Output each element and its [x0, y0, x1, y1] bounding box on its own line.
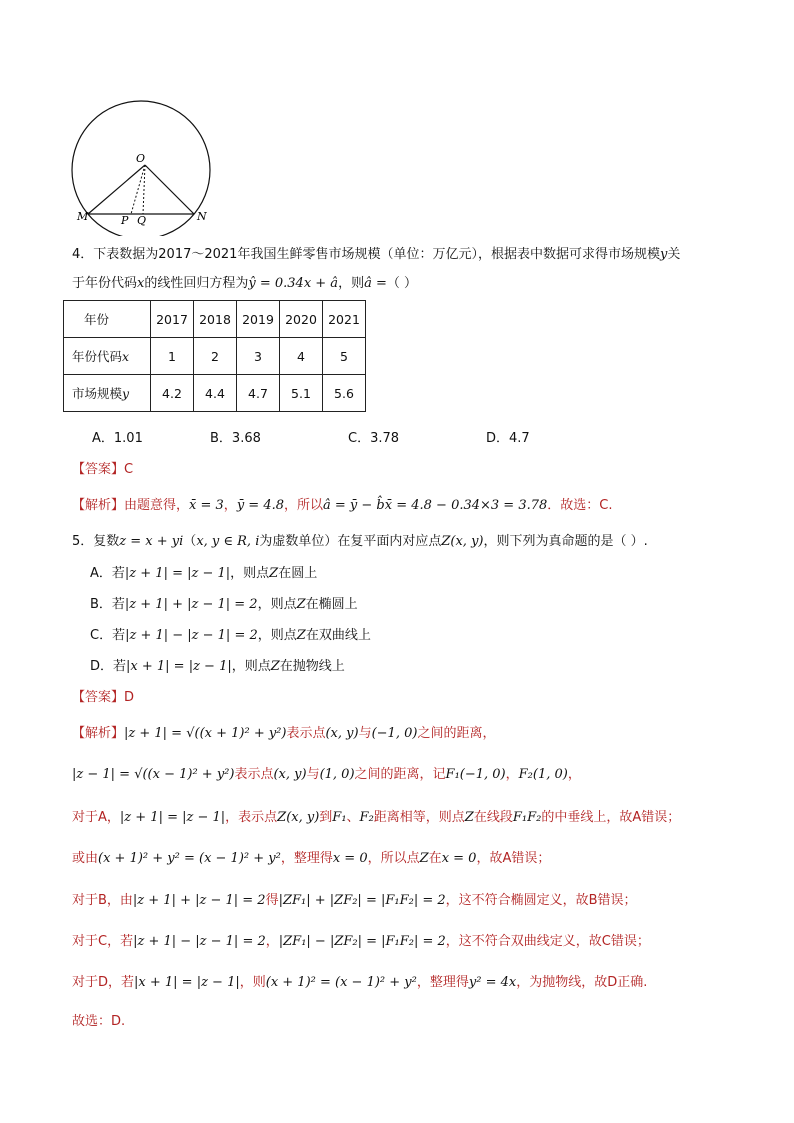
table-cell: 2018 — [194, 301, 237, 338]
q4-option-a: A．1.01 — [92, 431, 143, 446]
segment-om — [88, 165, 145, 214]
table-header-year: 年份 — [64, 301, 151, 338]
q5-analysis-line6: 对于C，若|z + 1| − |z − 1| = 2，|ZF₁| − |ZF₂| = |F₁F₂| = 2，这不符合双曲线定义，故C错误； — [72, 934, 650, 949]
table-cell: 2017 — [151, 301, 194, 338]
q4-stem-line2: 于年份代码x的线性回归方程为ŷ = 0.34x + â，则â =（ ） — [72, 276, 417, 291]
q4-option-b: B．3.68 — [210, 431, 261, 446]
label-n: N — [197, 210, 207, 223]
table-cell: 1 — [151, 338, 194, 375]
table-row — [64, 375, 366, 412]
q5-option-d: D．若|x + 1| = |z − 1|，则点Z在抛物线上 — [90, 659, 345, 674]
table-cell: 2 — [194, 338, 237, 375]
table-row — [64, 301, 366, 338]
q4-stem-line1: 4．下表数据为2017～2021年我国生鲜零售市场规模（单位：万亿元），根据表中数据可求得市场规模y关 — [72, 247, 681, 262]
label-m: M — [77, 210, 89, 223]
q4-analysis: 【解析】由题意得，x̄ = 3，ȳ = 4.8，所以â = ȳ − b̂x̄ = 4.8 − 0.34×3 = 3.78．故选：C. — [72, 498, 613, 513]
q5-analysis-line4: 或由(x + 1)² + y² = (x − 1)² + y²，整理得x = 0，所以点Z在x = 0，故A错误； — [72, 851, 551, 866]
segment-on — [145, 165, 194, 214]
table-cell: 4.2 — [151, 375, 194, 412]
table-cell: 4 — [280, 338, 323, 375]
q5-analysis-line8: 故选：D. — [72, 1014, 126, 1029]
q5-analysis-line2: |z − 1| = √((x − 1)² + y²)表示点(x, y)与(1, 0)之间的距离，记F₁(−1, 0)，F₂(1, 0)， — [72, 767, 581, 782]
q4-option-c: C．3.78 — [348, 431, 400, 446]
geometry-figure — [60, 96, 230, 236]
segment-oq-dashed — [143, 165, 145, 214]
table-header-code: 年份代码x — [64, 338, 151, 375]
label-o: O — [136, 152, 146, 165]
q5-analysis-line1: 【解析】|z + 1| = √((x + 1)² + y²)表示点(x, y)与(−1, 0)之间的距离， — [72, 726, 496, 741]
q4-answer: 【答案】C — [72, 462, 134, 477]
q5-analysis-line3: 对于A，|z + 1| = |z − 1|，表示点Z(x, y)到F₁、F₂距离相等，则点Z在线段F₁F₂的中垂线上，故A错误； — [72, 810, 681, 825]
table-cell: 4.7 — [237, 375, 280, 412]
q5-stem: 5．复数z = x + yi（x, y ∈ R, i为虚数单位）在复平面内对应点Z(x, y)，则下列为真命题的是（ ）. — [72, 534, 648, 549]
table-header-size: 市场规模y — [64, 375, 151, 412]
table-cell: 2020 — [280, 301, 323, 338]
table-row — [64, 338, 366, 375]
q5-answer: 【答案】D — [72, 690, 135, 705]
q4-option-d: D．4.7 — [486, 431, 530, 446]
table-cell: 4.4 — [194, 375, 237, 412]
label-p: P — [121, 214, 129, 227]
table-cell: 5 — [323, 338, 366, 375]
table-cell: 3 — [237, 338, 280, 375]
q5-analysis-line5: 对于B，由|z + 1| + |z − 1| = 2得|ZF₁| + |ZF₂| = |F₁F₂| = 2，这不符合椭圆定义，故B错误； — [72, 893, 637, 908]
table-cell: 2019 — [237, 301, 280, 338]
table-cell: 5.6 — [323, 375, 366, 412]
q5-option-a: A．若|z + 1| = |z − 1|，则点Z在圆上 — [90, 566, 318, 581]
q5-option-c: C．若|z + 1| − |z − 1| = 2，则点Z在双曲线上 — [90, 628, 371, 643]
table-cell: 2021 — [323, 301, 366, 338]
label-q: Q — [137, 214, 147, 227]
table-cell: 5.1 — [280, 375, 323, 412]
q4-data-table — [63, 300, 366, 412]
q5-option-b: B．若|z + 1| + |z − 1| = 2，则点Z在椭圆上 — [90, 597, 358, 612]
q5-analysis-line7: 对于D，若|x + 1| = |z − 1|，则(x + 1)² = (x − 1)² + y²，整理得y² = 4x，为抛物线，故D正确. — [72, 975, 648, 990]
